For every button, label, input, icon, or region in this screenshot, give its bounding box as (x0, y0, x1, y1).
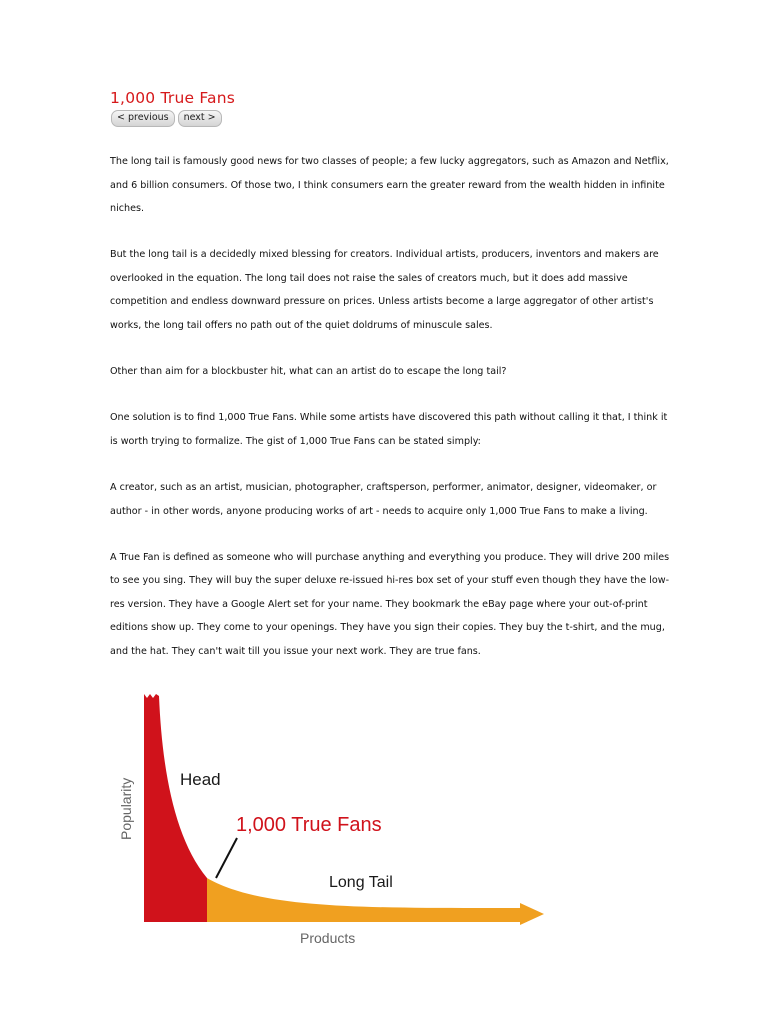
arrow-head (520, 903, 544, 925)
popularity-axis-label: Popularity (118, 777, 134, 840)
paragraph: But the long tail is a decidedly mixed blessing for creators. Individual artists, producers, inventors and makers are overlooked in the equation. The long tail does not raise the sales of creators much, but it does add massive competition and endless downward pressure on prices. Unless artists become a large aggregator of other artist's works, the long tail offers no path out of the quiet doldrums of minuscule sales. (110, 249, 659, 332)
paragraph: A True Fan is defined as someone who will purchase anything and everything you produce. They will drive 200 miles to see you sing. They will buy the super deluxe re-issued hi-res box set of your stuff even though they have the low-res version. They have a Google Alert set for your name. They bookmark the eBay page where your out-of-print editions show up. They come to your openings. They have you sign their copies. They buy the t-shirt, and the mug, and the hat. They can't wait till you issue your next work. They are true fans. (110, 551, 670, 657)
head-area (144, 694, 207, 922)
true-fans-label: 1,000 True Fans (236, 814, 382, 836)
long-tail-label: Long Tail (329, 874, 393, 891)
head-label: Head (180, 770, 221, 789)
previous-button[interactable]: < previous (111, 110, 175, 127)
pointer-line (216, 838, 237, 878)
article-title: 1,000 True Fans (110, 89, 236, 107)
pagination-nav (111, 110, 222, 127)
article-body (110, 150, 670, 686)
next-button[interactable]: next > (178, 110, 222, 127)
paragraph: A creator, such as an artist, musician, photographer, craftsperson, performer, animator, designer, videomaker, or author - in other words, anyone producing works of art - needs to acquire only 1,000 True Fans to make a living. (110, 481, 657, 517)
long-tail-diagram (112, 688, 548, 952)
products-axis-label: Products (300, 930, 356, 946)
paragraph: Other than aim for a blockbuster hit, what can an artist do to escape the long tail? (110, 366, 507, 378)
paragraph: One solution is to find 1,000 True Fans. While some artists have discovered this path without calling it that, I think it is worth trying to formalize. The gist of 1,000 True Fans can be stated simply: (110, 412, 668, 447)
paragraph: The long tail is famously good news for two classes of people; a few lucky aggregators, such as Amazon and Netflix, and 6 billion consumers. Of those two, I think consumers earn the greater reward from the wealth hidden in infinite niches. (110, 156, 669, 215)
